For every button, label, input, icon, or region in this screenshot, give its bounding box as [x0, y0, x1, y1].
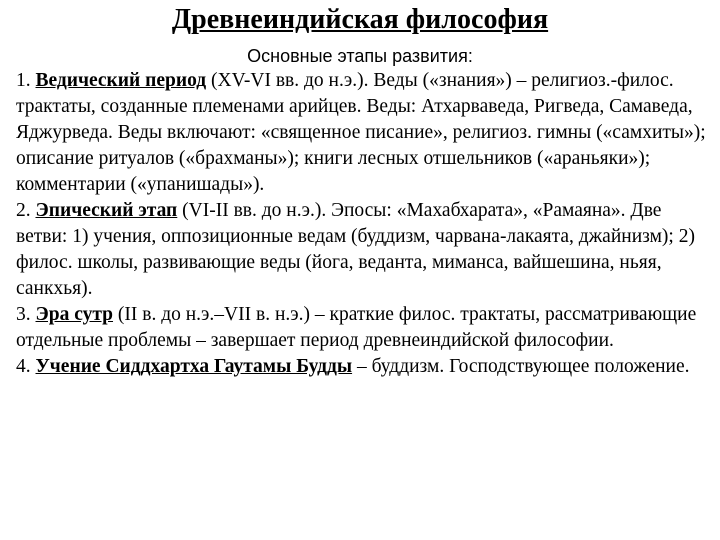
item-text: (II в. до н.э.–VII в. н.э.) – краткие филос. трактаты, рассматривающие отдельные проблемы – завершает период древнеиндийской философии.	[16, 304, 697, 351]
item-text: – буддизм. Господствующее положение.	[356, 356, 690, 377]
item-number: 4.	[16, 356, 31, 377]
list-item-buddha-teaching	[16, 354, 714, 380]
stages-list	[16, 68, 714, 380]
list-item-epic-stage	[16, 198, 714, 302]
item-text: (VI-II вв. до н.э.). Эпосы: «Махабхарата», «Рамаяна». Две ветви: 1) учения, оппозиционные ведам (буддизм, чарвана-лакаята, джайнизм); 2) филос. школы, развивающие веды (йога, веданта, миманса, вайшешина, ньяя, санкхья).	[16, 200, 695, 299]
item-term: Учение Сиддхартха Гаутамы Будды	[35, 356, 353, 377]
item-term: Ведический период	[35, 70, 207, 91]
page-subtitle: Основные этапы развития:	[247, 46, 473, 66]
item-number: 3.	[16, 304, 31, 325]
list-item-vedic-period	[16, 68, 714, 198]
item-number: 1.	[16, 70, 31, 91]
list-item-sutra-era	[16, 302, 714, 354]
item-term: Эпический этап	[35, 200, 178, 221]
item-term: Эра сутр	[35, 304, 114, 325]
item-text: (XV-VI вв. до н.э.). Веды («знания») – религиоз.-филос. трактаты, созданные племенами арийцев. Веды: Атхарваведа, Ригведа, Самаведа, Яджурведа. Веды включают: «священное писание», религиоз. гимны («самхиты»); описание ритуалов («брахманы»); книги лесных отшельников («араньяки»); комментарии («упанишады»).	[16, 70, 706, 195]
page-title: Древнеиндийская философия	[171, 4, 549, 35]
item-number: 2.	[16, 200, 31, 221]
